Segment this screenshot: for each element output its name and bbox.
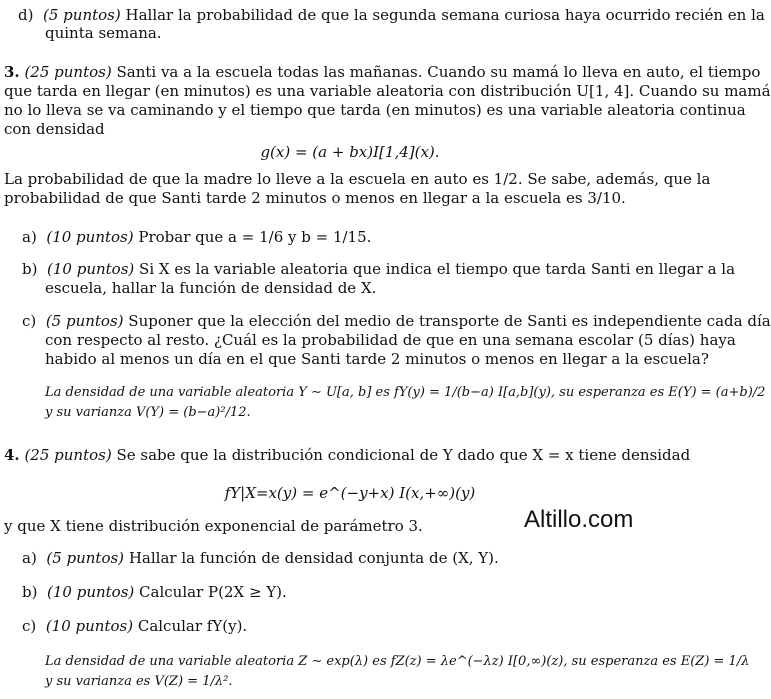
problem-3-line3: no lo lleva se va caminando y el tiempo que tarda (en minutos) es una variable aleatoria continua [4, 101, 746, 119]
problem-4-line2: y que X tiene distribución exponencial de parámetro 3. [4, 517, 423, 535]
problem-4-note-line1: La densidad de una variable aleatoria Z ∼ exp(λ) es fZ(z) = λe^(−λz) I[0,∞)(z), su esperanza es E(Z) = 1/λ [45, 654, 750, 669]
problem-3-line1: 3. (25 puntos) Santi va a la escuela todas las mañanas. Cuando su mamá lo lleva en auto, el tiempo [4, 63, 761, 81]
problem-3-para2-line1: La probabilidad de que la madre lo lleve a la escuela en auto es 1/2. Se sabe, además, que la [4, 170, 711, 188]
problem-3-line2: que tarda en llegar (en minutos) es una variable aleatoria con distribución U[1, 4]. Cuando su mamá [4, 82, 771, 100]
problem-3-note-line2: y su varianza V(Y) = (b−a)²/12. [45, 405, 251, 420]
problem-4-item-b: b) (10 puntos) Calcular P(2X ≥ Y). [22, 583, 287, 601]
watermark-logo: Altillo.com [524, 506, 634, 533]
problem-3-para2-line2: probabilidad de que Santi tarde 2 minutos o menos en llegar a la escuela es 3/10. [4, 189, 626, 207]
problem-4-item-c: c) (10 puntos) Calcular fY(y). [22, 617, 248, 635]
problem-4-formula: fY|X=x(y) = e^(−y+x) I(x,+∞)(y) [224, 484, 476, 502]
problem-3-item-b-line1: b) (10 puntos) Si X es la variable aleatoria que indica el tiempo que tarda Santi en llegar a la [22, 260, 736, 278]
problem-3-item-b-line2: escuela, hallar la función de densidad de X. [45, 279, 377, 297]
prev-item-d-line2: quinta semana. [45, 24, 162, 42]
problem-3-formula: g(x) = (a + bx)I[1,4](x). [260, 143, 440, 161]
prev-item-d-line1: d) (5 puntos) Hallar la probabilidad de que la segunda semana curiosa haya ocurrido recién en la [18, 6, 765, 24]
problem-3-item-c-line3: habido al menos un día en el que Santi tarde 2 minutos o menos en llegar a la escuela? [45, 350, 709, 368]
problem-3-line4: con densidad [4, 120, 105, 138]
problem-4-line1: 4. (25 puntos) Se sabe que la distribución condicional de Y dado que X = x tiene densidad [4, 446, 691, 464]
problem-3-note-line1: La densidad de una variable aleatoria Y ∼ U[a, b] es fY(y) = 1/(b−a) I[a,b](y), su esperanza es E(Y) = (a+b)/2 [45, 385, 766, 400]
problem-3-item-c-line1: c) (5 puntos) Suponer que la elección del medio de transporte de Santi es independiente cada día [22, 312, 771, 330]
problem-3-item-a: a) (10 puntos) Probar que a = 1/6 y b = 1/15. [22, 228, 372, 246]
problem-4-item-a: a) (5 puntos) Hallar la función de densidad conjunta de (X, Y). [22, 549, 499, 567]
problem-3-item-c-line2: con respecto al resto. ¿Cuál es la probabilidad de que en una semana escolar (5 días) haya [45, 331, 736, 349]
problem-4-note-line2: y su varianza es V(Z) = 1/λ². [45, 674, 233, 689]
